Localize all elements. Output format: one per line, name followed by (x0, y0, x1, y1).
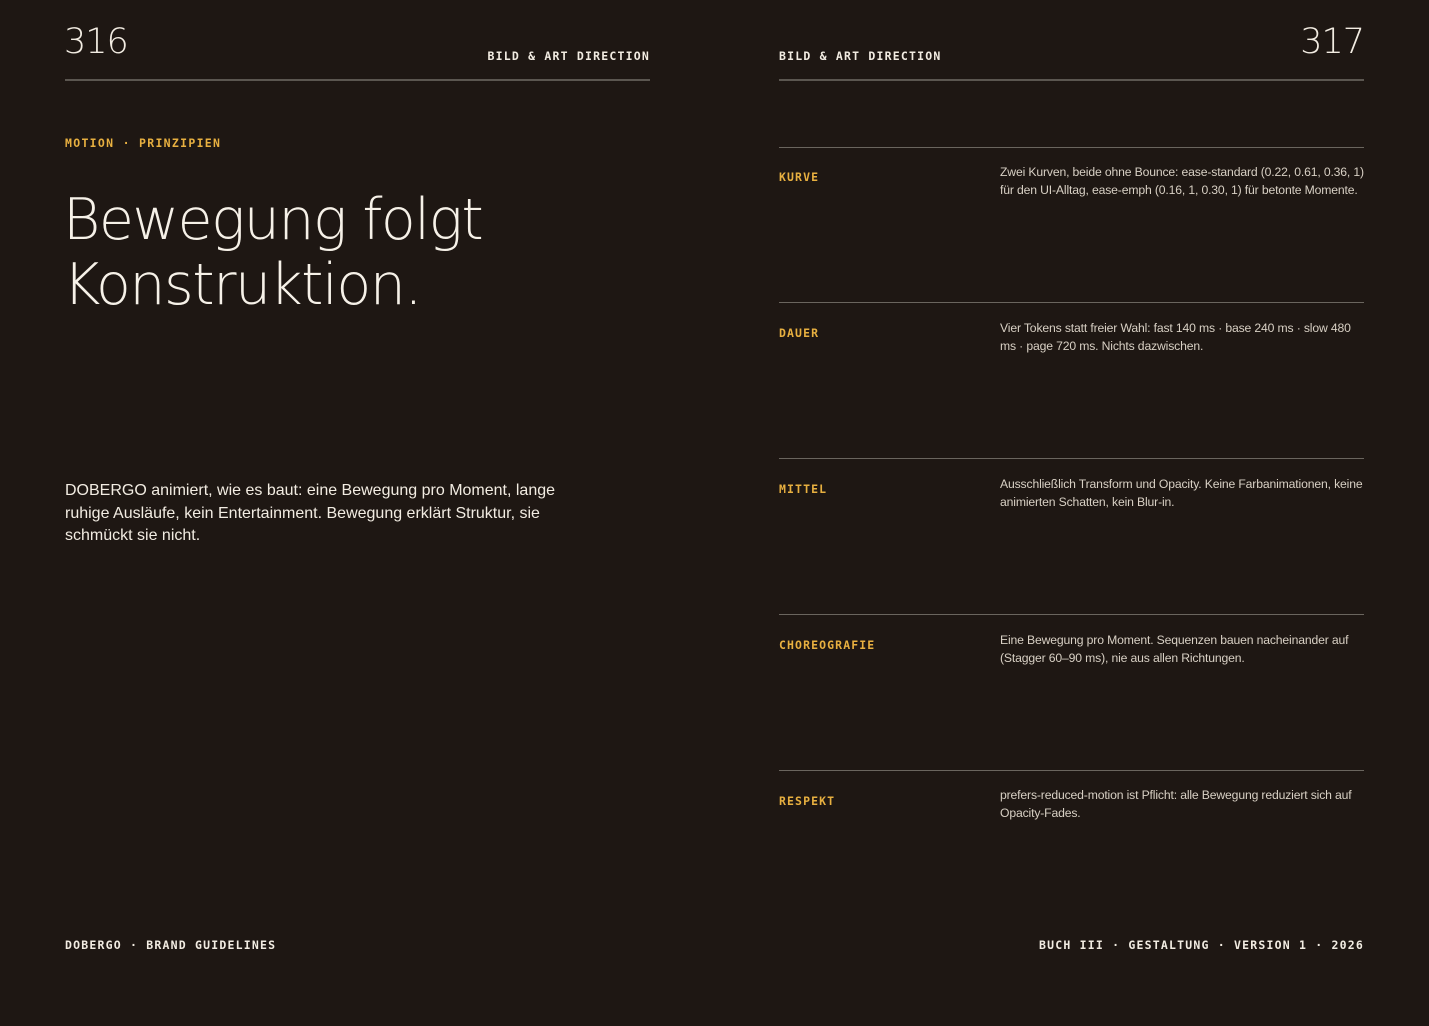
principle-text: prefers-reduced-motion ist Pflicht: alle Bewegung reduziert sich auf Opacity-Fades. (1000, 788, 1352, 820)
principle-text: Vier Tokens statt freier Wahl: fast 140 ms · base 240 ms · slow 480 ms · page 720 ms. Nichts dazwischen. (1000, 321, 1351, 353)
principle-text: Eine Bewegung pro Moment. Sequenzen bauen nacheinander auf (Stagger 60–90 ms), nie aus allen Richtungen. (1000, 633, 1349, 665)
header-rule-right (779, 79, 1364, 81)
row-divider (779, 147, 1364, 148)
section-label-right: BILD & ART DIRECTION (779, 49, 942, 63)
lead-paragraph: DOBERGO animiert, wie es baut: eine Bewegung pro Moment, lange ruhige Ausläufe, kein Entertainment. Bewegung erklärt Struktur, sie schmückt sie nicht. (65, 482, 556, 544)
section-label-left: BILD & ART DIRECTION (487, 49, 650, 63)
row-divider (779, 302, 1364, 303)
principle-label: KURVE (779, 170, 820, 184)
principle-label: RESPEKT (779, 794, 836, 808)
page-number-left: 316 (64, 22, 128, 62)
footer-right: BUCH III · GESTALTUNG · VERSION 1 · 2026 (1039, 938, 1364, 952)
row-divider (779, 614, 1364, 615)
row-divider (779, 458, 1364, 459)
row-divider (779, 770, 1364, 771)
headline-line-2: Konstruktion. (63, 252, 421, 318)
principle-text: Zwei Kurven, beide ohne Bounce: ease-standard (0.22, 0.61, 0.36, 1) für den UI-Alltag, ease-emph (0.16, 1, 0.30, 1) für betonte Momente. (1000, 165, 1364, 197)
footer-left: DOBERGO · BRAND GUIDELINES (65, 938, 277, 952)
principle-text: Ausschließlich Transform und Opacity. Keine Farbanimationen, keine animierten Schatten, kein Blur-in. (1000, 477, 1363, 509)
page-number-right: 317 (1300, 22, 1364, 62)
principle-label: CHOREOGRAFIE (779, 638, 876, 652)
page-title (63, 188, 643, 318)
header-rule-left (65, 79, 650, 81)
principle-label: DAUER (779, 326, 820, 340)
principle-label: MITTEL (779, 482, 828, 496)
eyebrow: MOTION · PRINZIPIEN (65, 136, 222, 150)
headline-line-1: Bewegung folgt (63, 187, 483, 253)
